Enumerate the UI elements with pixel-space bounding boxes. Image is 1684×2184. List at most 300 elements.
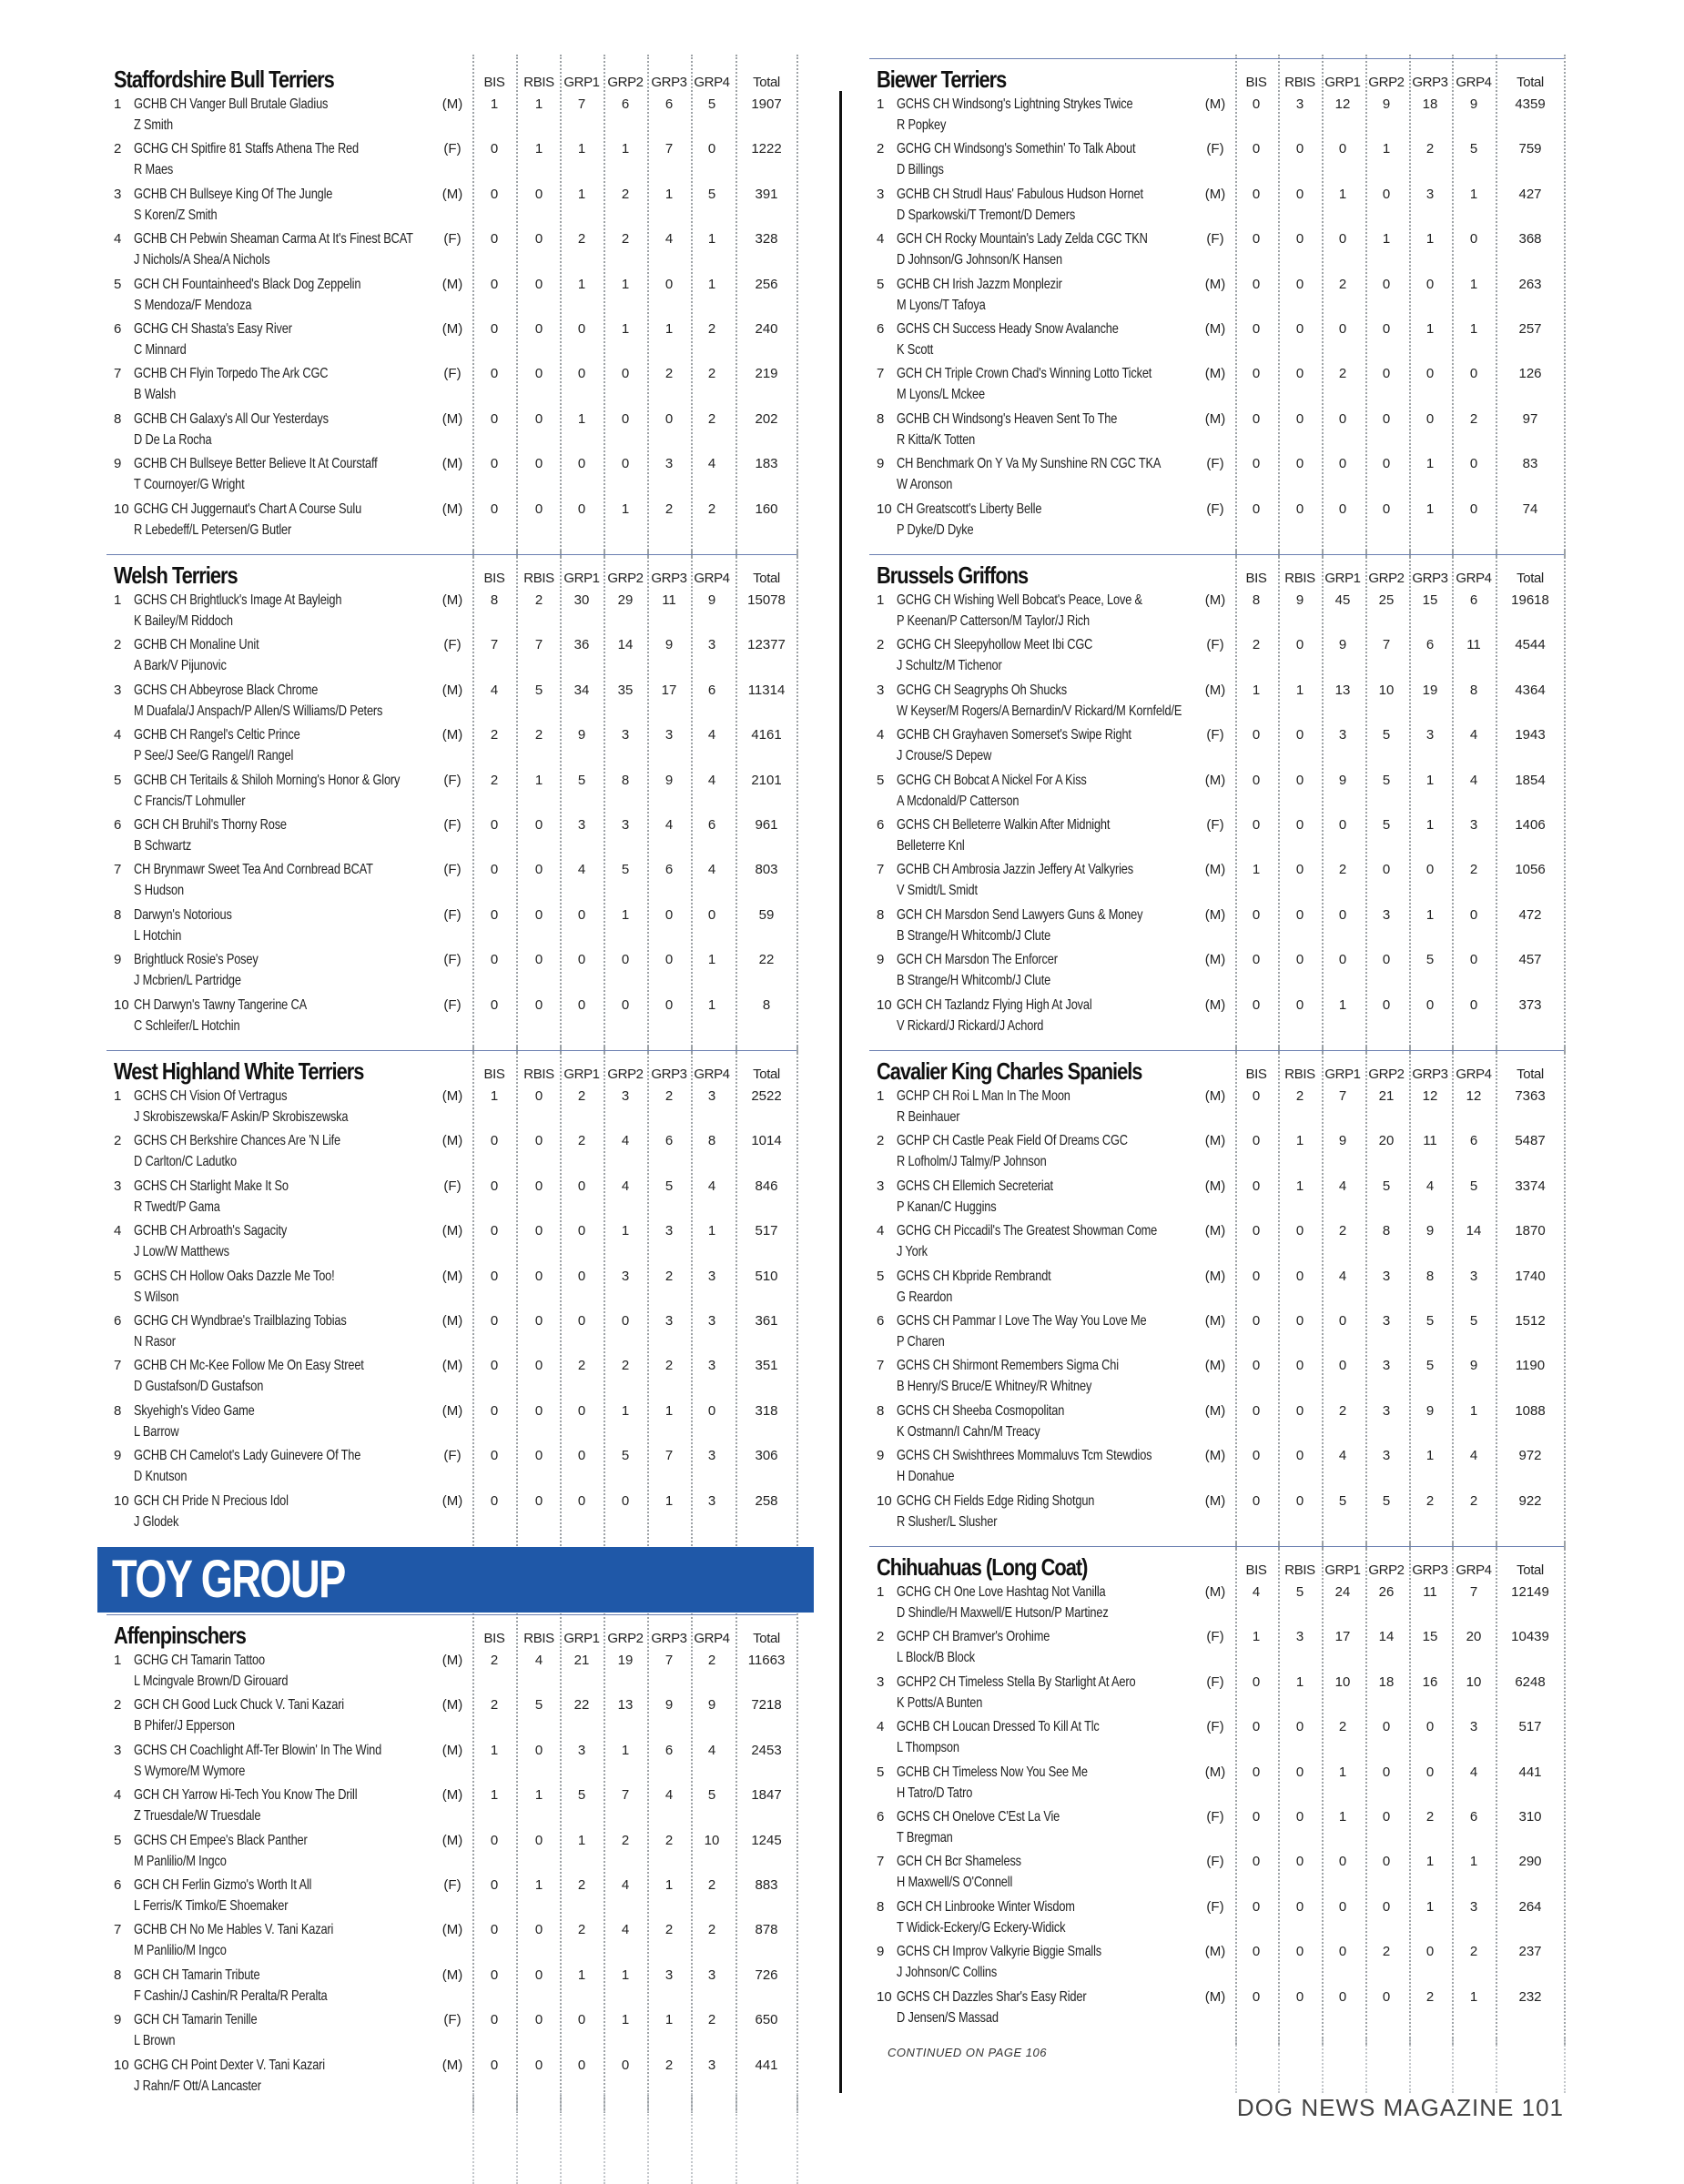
stat-total: 1847: [751, 1787, 782, 1804]
dog-rank: 4: [877, 1223, 885, 1239]
stat-bis: 0: [1252, 1133, 1261, 1149]
column-header-rbis: RBIS: [1284, 571, 1315, 586]
stat-grp1: 0: [577, 1312, 586, 1329]
stat-grp2: 6: [621, 96, 630, 112]
dog-sex: (F): [1206, 141, 1224, 157]
stat-rbis: 0: [534, 906, 543, 923]
stat-grp4: 3: [707, 1358, 716, 1374]
stat-bis: 0: [490, 906, 499, 923]
column-separator-tail: [1496, 2038, 1497, 2093]
dog-owners: D Jensen/S Massad: [897, 2009, 999, 2026]
dog-name: GCHB CH Flyin Torpedo The Ark CGC: [134, 366, 329, 382]
stat-rbis: 0: [534, 1492, 543, 1509]
stat-grp4: 1: [1469, 1402, 1478, 1419]
dog-owners: J Johnson/C Collins: [897, 1965, 998, 1981]
dog-row: [107, 2010, 796, 2055]
stat-total: 202: [755, 410, 778, 427]
dog-rank: 7: [877, 1358, 885, 1374]
stat-grp3: 5: [664, 1178, 674, 1194]
stat-rbis: 0: [1295, 1268, 1304, 1284]
dog-row: [107, 905, 796, 950]
dog-rank: 2: [114, 1697, 122, 1714]
column-header-grp1: GRP1: [563, 75, 600, 90]
stat-grp4: 4: [707, 862, 716, 878]
stat-grp1: 9: [577, 727, 586, 743]
stat-bis: 0: [490, 1402, 499, 1419]
dog-row: [869, 1491, 1564, 1536]
dog-name: GCHB CH No Me Hables V. Tani Kazari: [134, 1922, 334, 1938]
dog-rank: 7: [114, 1922, 122, 1938]
stat-grp4: 3: [1469, 816, 1478, 833]
stat-grp3: 1: [1425, 231, 1435, 248]
stat-bis: 0: [490, 1876, 499, 1893]
stat-rbis: 1: [534, 1787, 543, 1804]
dog-owners: J Glodek: [134, 1513, 179, 1530]
stat-grp1: 36: [573, 637, 590, 653]
stat-total: 310: [1518, 1808, 1542, 1825]
breed-header: [869, 1552, 1564, 1582]
column-header-grp3: GRP3: [651, 1067, 687, 1082]
stat-rbis: 0: [1295, 1492, 1304, 1509]
dog-rank: 10: [114, 2057, 129, 2073]
stat-grp3: 2: [664, 1832, 674, 1848]
column-header-grp4: GRP4: [694, 1631, 730, 1646]
stat-grp2: 7: [1382, 637, 1391, 653]
dog-owners: D Billings: [897, 162, 944, 178]
stat-bis: 0: [490, 1832, 499, 1848]
stat-grp3: 1: [1425, 1448, 1435, 1464]
stat-grp4: 0: [1469, 952, 1478, 968]
stat-bis: 2: [1252, 637, 1261, 653]
stat-rbis: 0: [1295, 1448, 1304, 1464]
stat-rbis: 1: [534, 96, 543, 112]
stat-grp2: 1: [621, 500, 630, 517]
stat-total: 846: [755, 1178, 778, 1194]
stat-total: 6248: [1515, 1673, 1546, 1690]
dog-rank: 4: [114, 231, 122, 248]
stat-rbis: 2: [534, 592, 543, 608]
stat-bis: 0: [490, 1178, 499, 1194]
stat-rbis: 0: [1295, 816, 1304, 833]
stat-total: 8: [762, 996, 771, 1013]
stat-bis: 8: [490, 592, 499, 608]
dog-name: GCHS CH Hollow Oaks Dazzle Me Too!: [134, 1268, 335, 1284]
dog-owners: K Potts/A Bunten: [897, 1694, 983, 1711]
stat-rbis: 0: [1295, 772, 1304, 788]
dog-sex: (M): [1204, 1402, 1226, 1419]
dog-name: GCHG CH Fields Edge Riding Shotgun: [897, 1492, 1095, 1509]
stat-rbis: 0: [1295, 952, 1304, 968]
dog-name: GCH CH Pride N Precious Idol: [134, 1492, 289, 1509]
stat-rbis: 0: [534, 996, 543, 1013]
stat-bis: 1: [1252, 862, 1261, 878]
stat-rbis: 0: [534, 1268, 543, 1284]
stat-grp1: 3: [577, 1742, 586, 1758]
dog-owners: A Bark/V Pijunovic: [134, 658, 227, 674]
dog-row: [107, 1131, 796, 1176]
stat-bis: 2: [490, 772, 499, 788]
stat-grp4: 0: [707, 1402, 716, 1419]
dog-name: GCH CH Bruhil's Thorny Rose: [134, 816, 287, 833]
column-header-total: Total: [753, 571, 780, 586]
stat-grp3: 2: [664, 500, 674, 517]
stat-bis: 1: [1252, 682, 1261, 698]
stat-rbis: 0: [534, 1312, 543, 1329]
stat-rbis: 0: [534, 816, 543, 833]
stat-grp1: 1: [577, 1967, 586, 1983]
stat-bis: 0: [1252, 1312, 1261, 1329]
stat-total: 237: [1518, 1944, 1542, 1960]
stat-grp1: 1: [577, 276, 586, 292]
dog-name: GCHB CH Vanger Bull Brutale Gladius: [134, 96, 329, 112]
stat-total: 1740: [1515, 1268, 1546, 1284]
stat-total: 1222: [751, 141, 782, 157]
stat-grp1: 0: [1338, 231, 1347, 248]
stat-grp1: 0: [1338, 952, 1347, 968]
dog-row: [107, 1311, 796, 1356]
dog-owners: B Strange/H Whitcomb/J Clute: [897, 973, 1051, 989]
stat-grp3: 7: [664, 141, 674, 157]
dog-rank: 7: [114, 862, 122, 878]
stat-grp3: 0: [1425, 366, 1435, 382]
dog-row: [869, 229, 1564, 274]
breed-section-west-highland-white-terriers: [107, 1056, 796, 1543]
dog-owners: N Rasor: [134, 1333, 176, 1350]
stat-rbis: 0: [534, 1133, 543, 1149]
dog-name: GCHS CH Empee's Black Panther: [134, 1832, 308, 1848]
dog-sex: (F): [1206, 1629, 1224, 1645]
stat-bis: 0: [490, 276, 499, 292]
dog-rank: 2: [877, 141, 885, 157]
dog-name: GCHP CH Bramver's Orohime: [897, 1629, 1050, 1645]
column-separator-tail: [1278, 2038, 1280, 2093]
dog-row: [869, 1942, 1564, 1987]
column-separator-tail: [735, 2093, 737, 2184]
dog-row: [107, 1831, 796, 1876]
section-rule: [107, 1050, 796, 1051]
column-separator-tail: [604, 2093, 605, 2184]
dog-row: [869, 1763, 1564, 1807]
stat-grp3: 2: [1425, 1492, 1435, 1509]
dog-owners: V Rickard/J Rickard/J Achord: [897, 1017, 1044, 1034]
stat-bis: 0: [1252, 952, 1261, 968]
dog-row: [107, 185, 796, 229]
stat-grp1: 0: [577, 320, 586, 337]
stat-bis: 0: [1252, 816, 1261, 833]
dog-sex: (F): [443, 141, 462, 157]
stat-bis: 0: [1252, 500, 1261, 517]
dog-sex: (F): [1206, 1808, 1224, 1825]
dog-sex: (F): [443, 231, 462, 248]
stat-rbis: 1: [534, 1876, 543, 1893]
dog-name: GCH CH Fountainheed's Black Dog Zeppelin: [134, 276, 361, 292]
stat-bis: 2: [490, 1697, 499, 1714]
stat-grp3: 17: [661, 682, 677, 698]
stat-total: 2453: [751, 1742, 782, 1758]
stat-grp3: 19: [1422, 682, 1438, 698]
dog-row: [107, 1221, 796, 1266]
stat-grp4: 4: [707, 772, 716, 788]
stat-bis: 0: [490, 366, 499, 382]
dog-row: [869, 1311, 1564, 1356]
stat-grp4: 0: [1469, 500, 1478, 517]
stat-rbis: 0: [534, 1967, 543, 1983]
column-header-bis: BIS: [483, 1067, 505, 1082]
stat-grp3: 1: [1425, 772, 1435, 788]
stat-bis: 0: [1252, 727, 1261, 743]
stat-grp3: 1: [1425, 456, 1435, 472]
stat-grp2: 1: [621, 320, 630, 337]
stat-total: 19618: [1511, 592, 1549, 608]
stat-total: 1088: [1515, 1402, 1546, 1419]
dog-sex: (M): [1204, 1088, 1226, 1104]
dog-row: [869, 1131, 1564, 1176]
stat-grp4: 10: [704, 1832, 720, 1848]
stat-rbis: 0: [1295, 456, 1304, 472]
dog-sex: (M): [1204, 1448, 1226, 1464]
dog-sex: (F): [1206, 1898, 1224, 1915]
stat-bis: 0: [1252, 1898, 1261, 1915]
dog-owners: T Bregman: [897, 1829, 953, 1845]
stat-grp4: 8: [707, 1133, 716, 1149]
stat-total: 10439: [1511, 1629, 1549, 1645]
breed-header: [869, 64, 1564, 95]
stat-grp1: 0: [1338, 906, 1347, 923]
dog-rank: 3: [877, 1673, 885, 1690]
stat-rbis: 0: [534, 1402, 543, 1419]
column-separator: [1564, 1046, 1566, 1549]
stat-grp1: 0: [1338, 1312, 1347, 1329]
column-separator: [1564, 1542, 1566, 2045]
column-header-total: Total: [1517, 1562, 1544, 1578]
dog-owners: R Kitta/K Totten: [897, 431, 976, 448]
column-header-grp3: GRP3: [651, 75, 687, 90]
stat-grp4: 4: [707, 456, 716, 472]
dog-owners: K Ostmann/I Cahn/M Treacy: [897, 1423, 1040, 1440]
stat-bis: 0: [490, 1223, 499, 1239]
dog-name: GCHS CH Coachlight Aff-Ter Blowin' In The Wind: [134, 1742, 382, 1758]
dog-sex: (M): [441, 96, 463, 112]
dog-row: [869, 1177, 1564, 1221]
stat-grp4: 2: [707, 366, 716, 382]
stat-grp4: 0: [1469, 366, 1478, 382]
stat-grp3: 3: [664, 1223, 674, 1239]
dog-owners: P See/J See/G Rangel/I Rangel: [134, 748, 294, 764]
stat-bis: 0: [490, 2057, 499, 2073]
dog-owners: L Hotchin: [134, 927, 182, 944]
section-rule: [869, 1050, 1564, 1051]
stat-grp2: 3: [1382, 906, 1391, 923]
stat-grp2: 0: [1382, 456, 1391, 472]
stat-bis: 0: [1252, 996, 1261, 1013]
stat-bis: 0: [1252, 1988, 1261, 2005]
stat-rbis: 5: [534, 1697, 543, 1714]
dog-sex: (F): [443, 772, 462, 788]
dog-sex: (M): [441, 727, 463, 743]
stat-rbis: 0: [1295, 996, 1304, 1013]
dog-row: [107, 1876, 796, 1920]
stat-grp1: 4: [577, 862, 586, 878]
stat-grp3: 2: [664, 1088, 674, 1104]
stat-grp2: 4: [621, 1178, 630, 1194]
stat-grp3: 3: [664, 456, 674, 472]
stat-grp4: 3: [707, 1967, 716, 1983]
dog-rank: 4: [877, 727, 885, 743]
stat-grp3: 9: [1425, 1223, 1435, 1239]
stat-grp4: 5: [1469, 141, 1478, 157]
dog-owners: D Johnson/G Johnson/K Hansen: [897, 252, 1062, 268]
stat-total: 240: [755, 320, 778, 337]
stat-grp2: 14: [617, 637, 634, 653]
breed-title: Cavalier King Charles Spaniels: [877, 1057, 1142, 1085]
dog-owners: D Knutson: [134, 1469, 188, 1485]
dog-sex: (F): [443, 996, 462, 1013]
stat-grp1: 45: [1334, 592, 1351, 608]
stat-grp4: 2: [1469, 410, 1478, 427]
stat-grp3: 0: [1425, 1944, 1435, 1960]
dog-owners: P Dyke/D Dyke: [897, 521, 974, 538]
stat-grp3: 11: [662, 592, 676, 608]
dog-row: [107, 1446, 796, 1491]
dog-sex: (M): [441, 410, 463, 427]
breed-section-biewer-terriers: [869, 64, 1564, 551]
stat-total: 15078: [747, 592, 786, 608]
dog-rank: 6: [877, 1312, 885, 1329]
dog-row: [107, 996, 796, 1040]
stat-grp4: 9: [707, 1697, 716, 1714]
column-separator-tail: [472, 2093, 474, 2184]
stat-grp2: 1: [621, 906, 630, 923]
dog-rank: 3: [114, 186, 122, 202]
stat-bis: 0: [1252, 366, 1261, 382]
dog-owners: L Brown: [134, 2033, 176, 2049]
stat-grp3: 1: [1425, 500, 1435, 517]
dog-name: GCHB CH Strudl Haus' Fabulous Hudson Hornet: [897, 186, 1143, 202]
stat-bis: 0: [1252, 1088, 1261, 1104]
stat-grp2: 0: [621, 1312, 630, 1329]
dog-sex: (F): [443, 1876, 462, 1893]
dog-rank: 4: [877, 1719, 885, 1735]
stat-grp2: 0: [1382, 1988, 1391, 2005]
dog-row: [869, 95, 1564, 139]
stat-grp3: 2: [664, 2057, 674, 2073]
stat-grp1: 1: [1338, 186, 1347, 202]
stat-bis: 0: [1252, 141, 1261, 157]
stat-total: 361: [755, 1312, 778, 1329]
stat-grp1: 0: [577, 906, 586, 923]
dog-row: [107, 454, 796, 499]
dog-rank: 10: [877, 500, 892, 517]
stat-grp1: 0: [1338, 500, 1347, 517]
stat-bis: 0: [490, 500, 499, 517]
stat-grp1: 5: [577, 772, 586, 788]
stat-grp4: 6: [1469, 1133, 1478, 1149]
dog-row: [107, 1695, 796, 1740]
dog-sex: (F): [1206, 456, 1224, 472]
dog-sex: (M): [441, 456, 463, 472]
stat-grp4: 1: [1469, 1854, 1478, 1870]
stat-grp3: 15: [1422, 1629, 1438, 1645]
stat-total: 4161: [751, 727, 782, 743]
stat-grp4: 2: [707, 1876, 716, 1893]
column-separator-tail: [560, 2093, 562, 2184]
dog-name: GCHB CH Arbroath's Sagacity: [134, 1223, 288, 1239]
dog-sex: (M): [1204, 906, 1226, 923]
stat-total: 183: [755, 456, 778, 472]
stat-grp2: 2: [621, 186, 630, 202]
dog-rank: 1: [877, 96, 885, 112]
dog-sex: (M): [1204, 1492, 1226, 1509]
stat-grp1: 0: [1338, 1988, 1347, 2005]
stat-grp1: 0: [577, 500, 586, 517]
stat-rbis: 1: [1295, 1673, 1304, 1690]
stat-grp1: 2: [577, 1133, 586, 1149]
stat-grp3: 6: [664, 1742, 674, 1758]
stat-total: 74: [1522, 500, 1538, 517]
dog-row: [869, 1221, 1564, 1266]
stat-bis: 1: [490, 96, 499, 112]
dog-rank: 8: [877, 1402, 885, 1419]
stat-bis: 0: [1252, 1358, 1261, 1374]
stat-grp4: 4: [1469, 772, 1478, 788]
dog-owners: D Shindle/H Maxwell/E Hutson/P Martinez: [897, 1605, 1109, 1621]
dog-name: GCHG CH Sleepyhollow Meet Ibi CGC: [897, 637, 1093, 653]
dog-owners: J Low/W Matthews: [134, 1244, 229, 1260]
dog-sex: (M): [1204, 952, 1226, 968]
dog-owners: G Reardon: [897, 1289, 953, 1305]
dog-sex: (F): [1206, 1673, 1224, 1690]
stat-total: 922: [1518, 1492, 1542, 1509]
dog-name: GCHB CH Bullseye Better Believe It At Courstaff: [134, 456, 378, 472]
dog-sex: (M): [441, 1492, 463, 1509]
stat-grp2: 8: [1382, 1223, 1391, 1239]
stat-grp2: 0: [621, 952, 630, 968]
dog-sex: (F): [1206, 727, 1224, 743]
stat-rbis: 0: [534, 952, 543, 968]
stat-rbis: 0: [534, 410, 543, 427]
stat-grp4: 4: [707, 1178, 716, 1194]
stat-bis: 0: [1252, 1944, 1261, 1960]
column-header-grp2: GRP2: [607, 1631, 644, 1646]
dog-sex: (M): [441, 1967, 463, 1983]
stat-total: 7218: [751, 1697, 782, 1714]
stat-total: 517: [755, 1223, 778, 1239]
stat-grp4: 5: [1469, 1312, 1478, 1329]
stat-grp2: 3: [1382, 1312, 1391, 1329]
stat-grp1: 0: [577, 1402, 586, 1419]
stat-grp2: 0: [1382, 410, 1391, 427]
column-header-rbis: RBIS: [1284, 1562, 1315, 1578]
dog-owners: R Lofholm/J Talmy/P Johnson: [897, 1154, 1047, 1170]
stat-grp2: 2: [1382, 1944, 1391, 1960]
stat-grp2: 18: [1378, 1673, 1395, 1690]
dog-sex: (M): [441, 2057, 463, 2073]
dog-name: GCH CH Marsdon The Enforcer: [897, 952, 1058, 968]
column-separator-tail: [1564, 2038, 1566, 2093]
dog-rank: 3: [877, 682, 885, 698]
stat-grp4: 8: [1469, 682, 1478, 698]
stat-total: 264: [1518, 1898, 1542, 1915]
dog-rank: 8: [877, 410, 885, 427]
stat-rbis: 0: [534, 1223, 543, 1239]
stat-rbis: 3: [1295, 1629, 1304, 1645]
dog-rank: 5: [877, 276, 885, 292]
stat-rbis: 2: [534, 727, 543, 743]
dog-row: [107, 1401, 796, 1446]
dog-row: [869, 1401, 1564, 1446]
toy-group-banner: [97, 1547, 814, 1613]
stat-total: 160: [755, 500, 778, 517]
